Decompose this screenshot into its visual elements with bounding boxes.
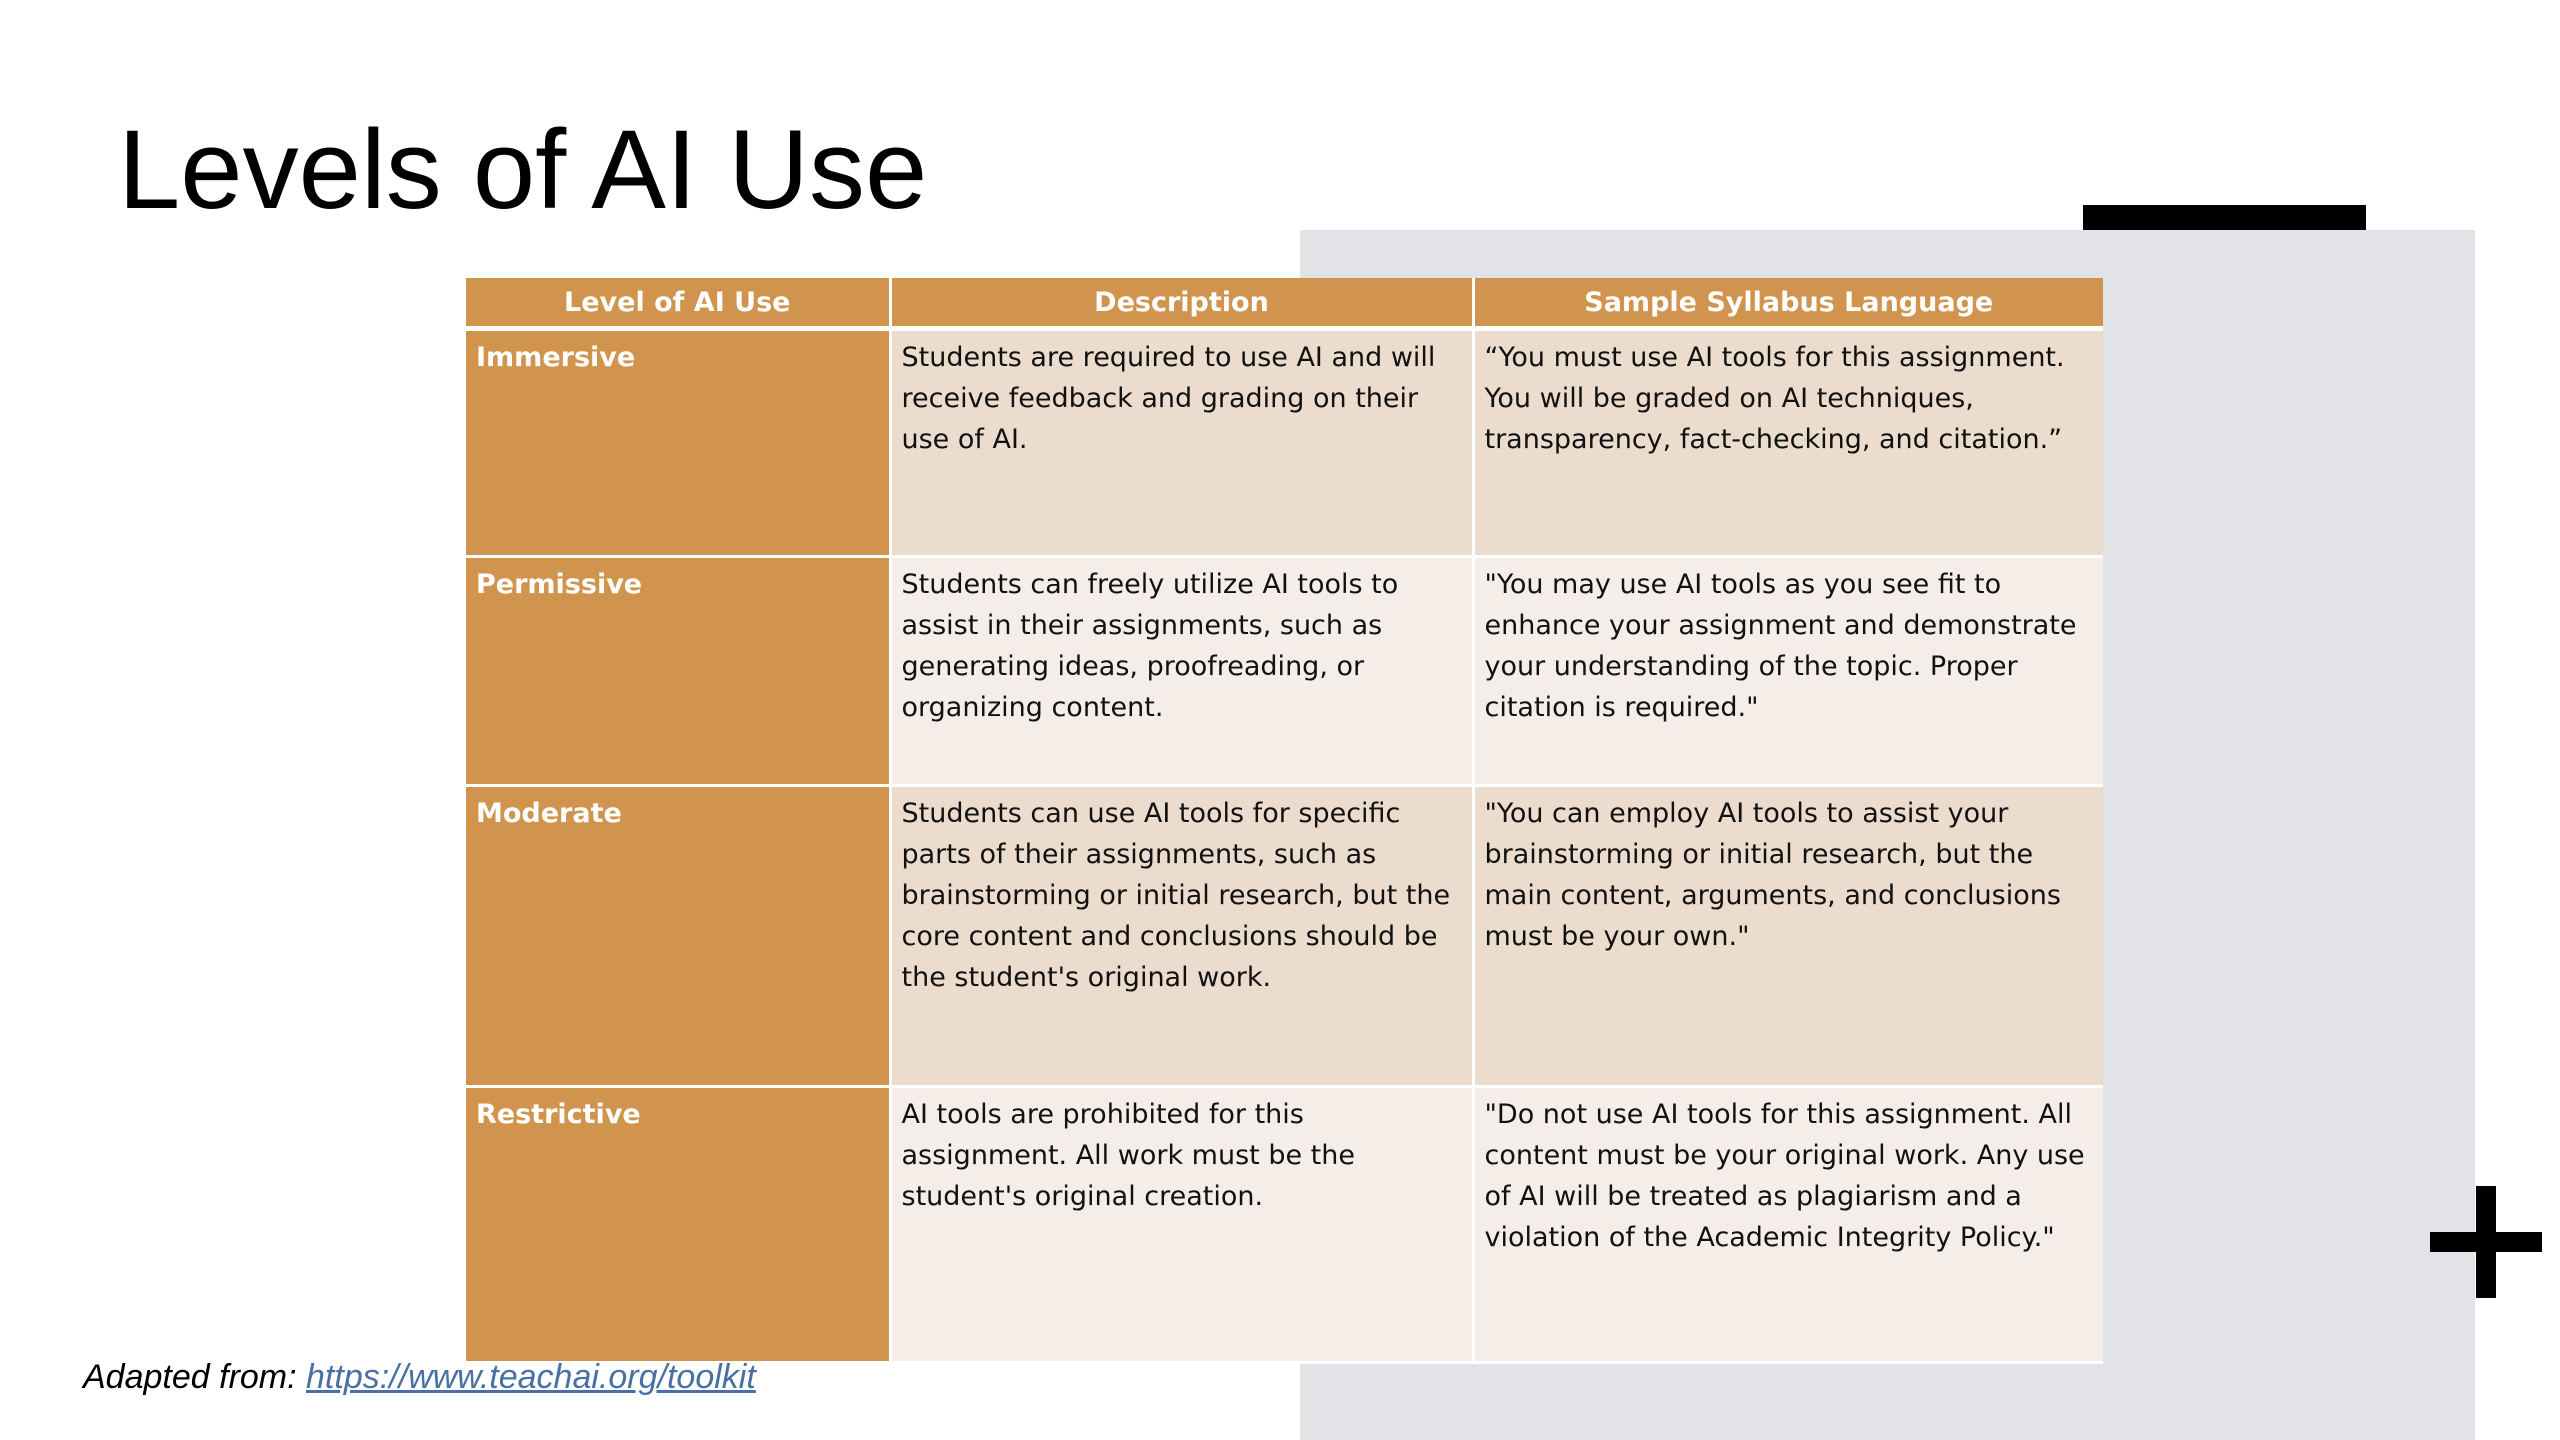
attribution-prefix: Adapted from: [83, 1358, 297, 1396]
toolkit-link[interactable]: https://www.teachai.org/toolkit [306, 1358, 756, 1396]
plus-icon [2430, 1186, 2542, 1298]
decorative-black-bar [2083, 205, 2366, 230]
description-cell: AI tools are prohibited for this assignment. All work must be the student's original creation. [890, 1087, 1473, 1363]
header-level: Level of AI Use [466, 278, 890, 329]
level-cell: Permissive [466, 557, 890, 786]
plus-icon-vertical [2476, 1186, 2496, 1298]
level-cell: Moderate [466, 786, 890, 1087]
table-row-moderate [466, 786, 2103, 1087]
header-sample-syllabus: Sample Syllabus Language [1473, 278, 2103, 329]
ai-use-levels-table [466, 278, 2103, 1364]
sample-cell: "Do not use AI tools for this assignment. All content must be your original work. Any use of AI will be treated as plagiarism and a violation of the Academic Integrity Policy." [1473, 1087, 2103, 1363]
description-cell: Students can freely utilize AI tools to assist in their assignments, such as generating ideas, proofreading, or organizing content. [890, 557, 1473, 786]
description-cell: Students can use AI tools for specific parts of their assignments, such as brainstorming or initial research, but the core content and conclusions should be the student's original work. [890, 786, 1473, 1087]
table-row-restrictive [466, 1087, 2103, 1363]
attribution [83, 1358, 756, 1397]
sample-cell: “You must use AI tools for this assignment. You will be graded on AI techniques, transparency, fact-checking, and citation.” [1473, 329, 2103, 557]
slide-title: Levels of AI Use [118, 107, 928, 232]
table-header-row [466, 278, 2103, 329]
description-cell: Students are required to use AI and will receive feedback and grading on their use of AI. [890, 329, 1473, 557]
sample-cell: "You may use AI tools as you see fit to enhance your assignment and demonstrate your understanding of the topic. Proper citation is required." [1473, 557, 2103, 786]
table-row-permissive [466, 557, 2103, 786]
sample-cell: "You can employ AI tools to assist your brainstorming or initial research, but the main content, arguments, and conclusions must be your own." [1473, 786, 2103, 1087]
header-description: Description [890, 278, 1473, 329]
level-cell: Restrictive [466, 1087, 890, 1363]
level-cell: Immersive [466, 329, 890, 557]
table-row-immersive [466, 329, 2103, 557]
